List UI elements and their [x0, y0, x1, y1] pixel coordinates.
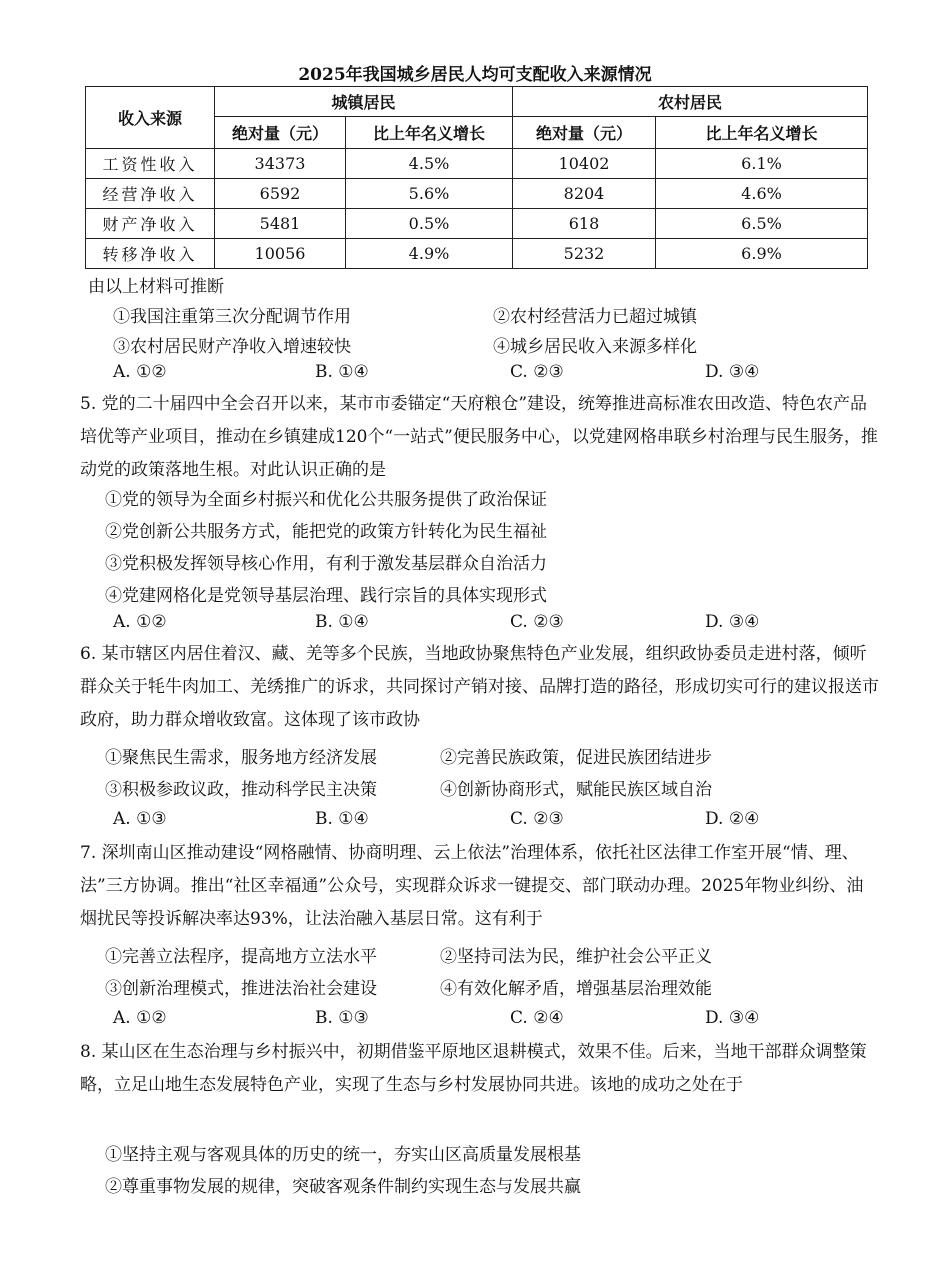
- q5-option-a[interactable]: A. ①②: [113, 612, 167, 632]
- table-row: [86, 149, 868, 179]
- urban-growth-cell: 4.9%: [346, 239, 513, 269]
- q7-statement-2: ②坚持司法为民，维护社会公平正义: [440, 947, 712, 967]
- rural-growth-cell: 6.9%: [656, 239, 868, 269]
- q6-option-b[interactable]: B. ①④: [315, 809, 369, 829]
- q7-statement-4: ④有效化解矛盾，增强基层治理效能: [440, 979, 712, 999]
- urban-growth-cell: 5.6%: [346, 179, 513, 209]
- rural-abs-cell: 10402: [513, 149, 656, 179]
- row-label: 经营净收入: [86, 179, 215, 209]
- urban-abs-cell: 6592: [215, 179, 346, 209]
- rural-abs-cell: 618: [513, 209, 656, 239]
- q5-statement-1: ①党的领导为全面乡村振兴和优化公共服务提供了政治保证: [105, 490, 547, 510]
- urban-abs-cell: 5481: [215, 209, 346, 239]
- table-row: [86, 179, 868, 209]
- q7-option-b[interactable]: B. ①③: [315, 1008, 369, 1028]
- q4-statement-2: ②农村经营活力已超过城镇: [493, 307, 697, 327]
- rural-abs-cell: 5232: [513, 239, 656, 269]
- q5-option-c[interactable]: C. ②③: [510, 612, 564, 632]
- q4-option-c[interactable]: C. ②③: [510, 362, 564, 382]
- row-label: 财产净收入: [86, 209, 215, 239]
- table-row: [86, 209, 868, 239]
- q7-option-a[interactable]: A. ①②: [113, 1008, 167, 1028]
- q5-statement-3: ③党积极发挥领导核心作用，有利于激发基层群众自治活力: [105, 554, 547, 574]
- q4-statement-1: ①我国注重第三次分配调节作用: [113, 307, 351, 327]
- urban-abs-header: 绝对量（元）: [215, 117, 346, 149]
- q5-statement-4: ④党建网格化是党领导基层治理、践行宗旨的具体实现形式: [105, 586, 547, 606]
- q7-statement-3: ③创新治理模式，推进法治社会建设: [105, 979, 377, 999]
- row-label: 工资性收入: [86, 149, 215, 179]
- income-source-table: [85, 86, 868, 269]
- q4-statement-4: ④城乡居民收入来源多样化: [493, 337, 697, 357]
- rural-abs-cell: 8204: [513, 179, 656, 209]
- q4-option-d[interactable]: D. ③④: [705, 362, 760, 382]
- q4-stem: 由以上材料可推断: [88, 277, 224, 297]
- q6-option-a[interactable]: A. ①③: [113, 809, 167, 829]
- q6-text: 6. 某市辖区内居住着汉、藏、羌等多个民族，当地政协聚焦特色产业发展，组织政协委员走进村落，倾听群众关于牦牛肉加工、羌绣推广的诉求，共同探讨产销对接、品牌打造的路径，形成切实可行的建议报送市政府，助力群众增收致富。这体现了该市政协: [80, 644, 879, 730]
- q4-statement-3: ③农村居民财产净收入增速较快: [113, 337, 351, 357]
- q6-option-d[interactable]: D. ②④: [705, 809, 760, 829]
- q8-statement-1: ①坚持主观与客观具体的历史的统一，夯实山区高质量发展根基: [105, 1145, 581, 1165]
- q4-option-a[interactable]: A. ①②: [113, 362, 167, 382]
- rural-growth-cell: 4.6%: [656, 179, 868, 209]
- q7-option-c[interactable]: C. ②④: [510, 1008, 564, 1028]
- q4-option-b[interactable]: B. ①④: [315, 362, 369, 382]
- urban-growth-cell: 4.5%: [346, 149, 513, 179]
- group-urban-header: 城镇居民: [215, 87, 513, 117]
- q6-statement-4: ④创新协商形式，赋能民族区域自治: [440, 780, 712, 800]
- rural-growth-cell: 6.5%: [656, 209, 868, 239]
- q8-statement-2: ②尊重事物发展的规律，突破客观条件制约实现生态与发展共赢: [105, 1177, 581, 1197]
- q5-statement-2: ②党创新公共服务方式，能把党的政策方针转化为民生福祉: [105, 522, 547, 542]
- rural-growth-cell: 6.1%: [656, 149, 868, 179]
- q6-option-c[interactable]: C. ②③: [510, 809, 564, 829]
- q7-text: 7. 深圳南山区推动建设“网格融情、协商明理、云上依法”治理体系，依托社区法律工作室开展“情、理、法”三方协调。推出“社区幸福通”公众号，实现群众诉求一键提交、部门联动办理。2025年物业纠纷、油烟扰民等投诉解决率达93%，让法治融入基层日常。这有利于: [80, 843, 864, 929]
- q7-option-d[interactable]: D. ③④: [705, 1008, 760, 1028]
- q8-text: 8. 某山区在生态治理与乡村振兴中，初期借鉴平原地区退耕模式，效果不佳。后来，当地干部群众调整策略，立足山地生态发展特色产业，实现了生态与乡村发展协同共进。该地的成功之处在于: [80, 1042, 867, 1095]
- q6-statement-3: ③积极参政议政，推动科学民主决策: [105, 780, 377, 800]
- urban-growth-header: 比上年名义增长: [346, 117, 513, 149]
- rural-growth-header: 比上年名义增长: [656, 117, 868, 149]
- table-title: 2025年我国城乡居民人均可支配收入来源情况: [298, 65, 652, 85]
- group-rural-header: 农村居民: [513, 87, 868, 117]
- urban-growth-cell: 0.5%: [346, 209, 513, 239]
- q5-option-d[interactable]: D. ③④: [705, 612, 760, 632]
- table-header-row: [86, 87, 868, 117]
- rural-abs-header: 绝对量（元）: [513, 117, 656, 149]
- row-label: 转移净收入: [86, 239, 215, 269]
- q6-statement-1: ①聚焦民生需求，服务地方经济发展: [105, 748, 377, 768]
- urban-abs-cell: 10056: [215, 239, 346, 269]
- q7-statement-1: ①完善立法程序，提高地方立法水平: [105, 947, 377, 967]
- q5-text: 5. 党的二十届四中全会召开以来，某市市委锚定“天府粮仓”建设，统筹推进高标准农田改造、特色农产品培优等产业项目，推动在乡镇建成120个“一站式”便民服务中心，以党建网格串联乡村治理与民生服务，推动党的政策落地生根。对此认识正确的是: [80, 394, 878, 480]
- urban-abs-cell: 34373: [215, 149, 346, 179]
- table-row: [86, 239, 868, 269]
- row-header-cell: 收入来源: [86, 87, 215, 149]
- q6-statement-2: ②完善民族政策，促进民族团结进步: [440, 748, 712, 768]
- q5-option-b[interactable]: B. ①④: [315, 612, 369, 632]
